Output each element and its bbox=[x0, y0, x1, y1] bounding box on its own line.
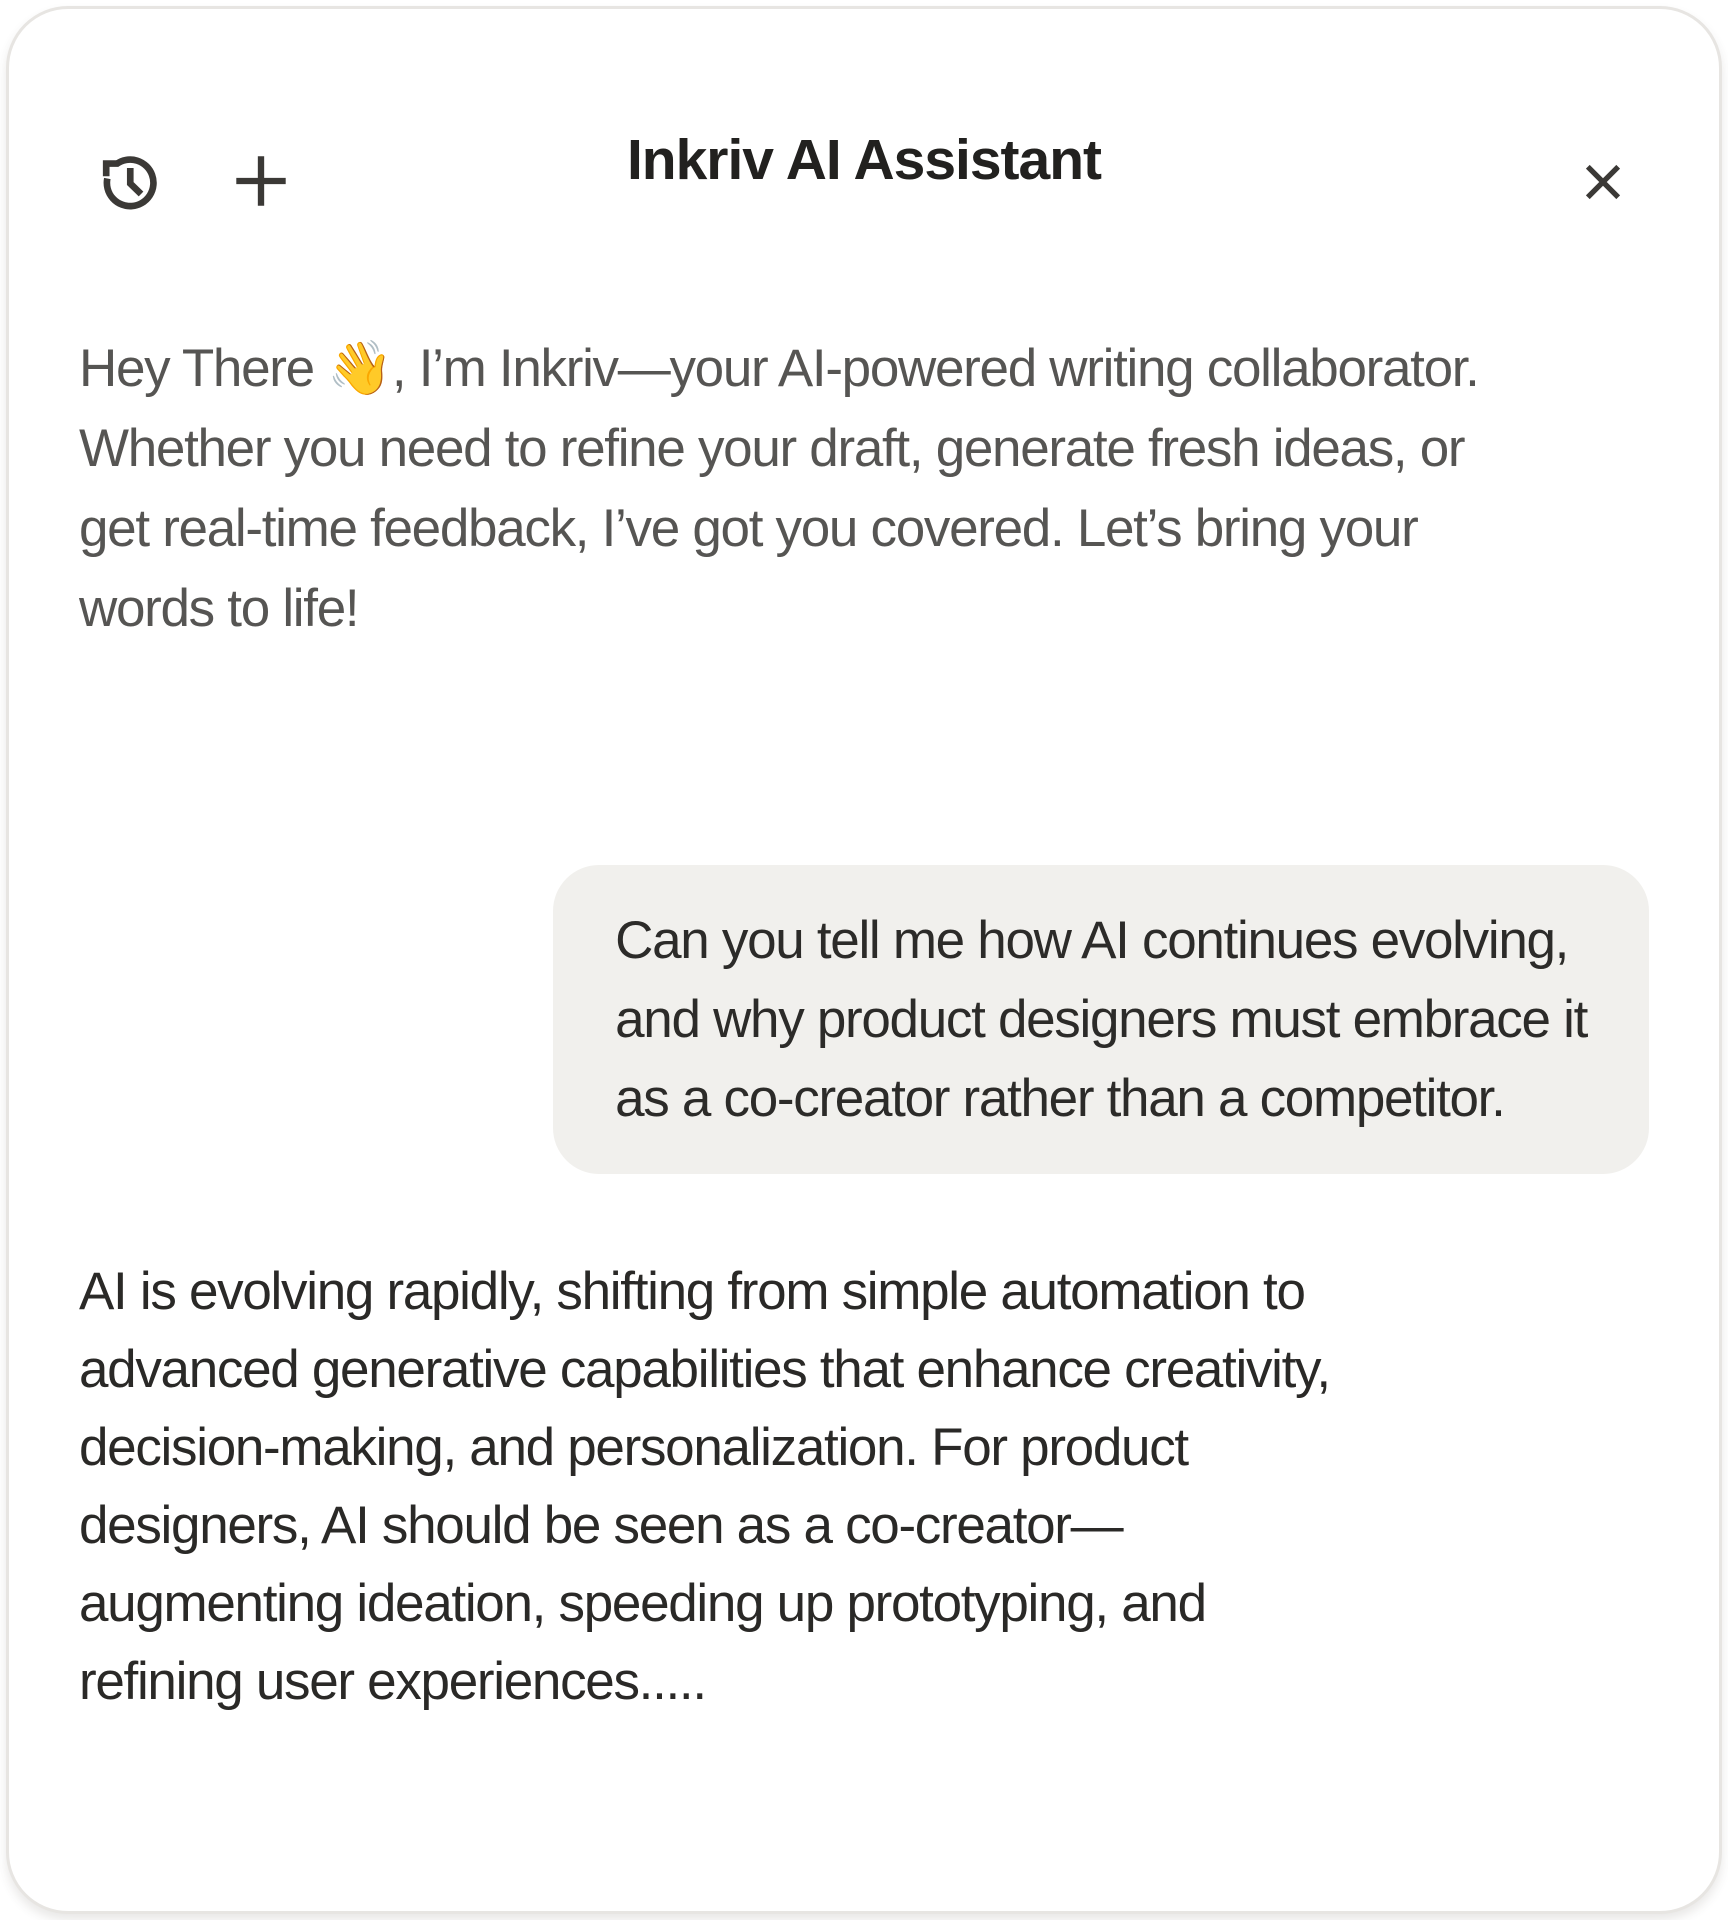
assistant-greeting-message: Hey There 👋, I’m Inkriv—your AI-powered writing collaborator. Whether you need to refine your draft, generate fresh ideas, or get real-time feedback, I’ve got you covered. Let’s bring your words to life! bbox=[79, 339, 1479, 638]
assistant-panel bbox=[6, 6, 1722, 1914]
panel-title: Inkriv AI Assistant bbox=[626, 128, 1102, 192]
assistant-response-message: AI is evolving rapidly, shifting from simple automation to advanced generative capabilities that enhance creativity, decision-making, and personalization. For product designers, AI should be seen as a co-creator— augmenting ideation, speeding up prototyping, and refining user experiences..... bbox=[79, 1262, 1330, 1711]
user-message-bubble: Can you tell me how AI continues evolving, and why product designers must embrace it as a co-creator rather than a competitor. bbox=[553, 865, 1649, 1174]
close-button[interactable] bbox=[1571, 150, 1635, 214]
close-icon bbox=[1571, 150, 1635, 214]
